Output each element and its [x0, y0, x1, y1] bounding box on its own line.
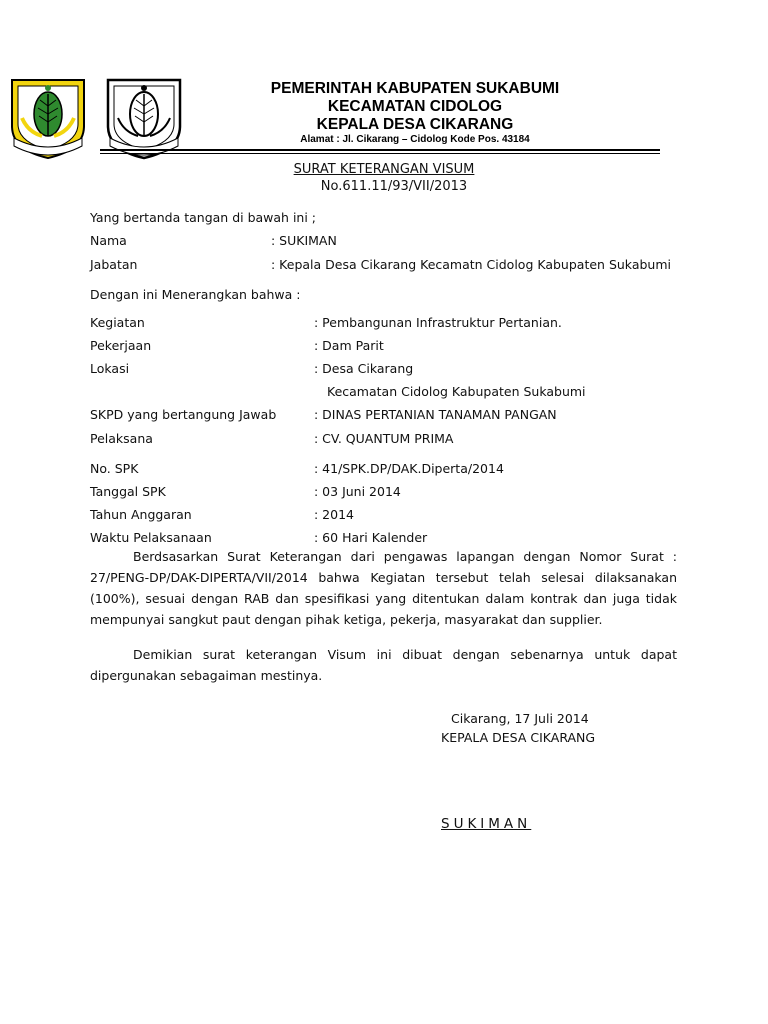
detail-value: : DINAS PERTANIAN TANAMAN PANGAN [314, 407, 557, 422]
detail-value: : Dam Parit [314, 338, 384, 353]
signer-value: : Kepala Desa Cikarang Kecamatn Cidolog Kabupaten Sukabumi [271, 257, 671, 272]
detail-value-continued: Kecamatan Cidolog Kabupaten Sukabumi [327, 384, 586, 399]
signer-value: : SUKIMAN [271, 233, 337, 248]
detail-value: : 41/SPK.DP/DAK.Diperta/2014 [314, 461, 504, 476]
detail-value: : Desa Cikarang [314, 361, 414, 376]
detail-label: Waktu Pelaksanaan [90, 530, 212, 545]
detail-label: SKPD yang bertangung Jawab [90, 407, 277, 422]
detail-value: : 60 Hari Kalender [314, 530, 428, 545]
signatory-name: SUKIMAN [441, 816, 532, 832]
detail-label: Pelaksana [90, 431, 153, 446]
statement-text: Dengan ini Menerangkan bahwa : [90, 287, 301, 302]
closing-paragraph: Demikian surat keterangan Visum ini dibuat dengan sebenarnya untuk dapat dipergunakan sebagaiman mestinya. [90, 647, 677, 683]
signature-place-date: Cikarang, 17 Juli 2014 [451, 711, 589, 726]
letterhead-rule-thin [100, 153, 660, 154]
detail-value: : CV. QUANTUM PRIMA [314, 431, 454, 446]
detail-label: Tanggal SPK [90, 484, 166, 499]
detail-label: No. SPK [90, 461, 139, 476]
detail-label: Kegiatan [90, 315, 145, 330]
detail-label: Lokasi [90, 361, 130, 376]
detail-value: : 2014 [314, 507, 354, 522]
signature-position: KEPALA DESA CIKARANG [441, 730, 596, 745]
detail-label: Tahun Anggaran [90, 507, 192, 522]
signer-label: Jabatan [90, 257, 138, 272]
regency-emblem-bw [104, 76, 184, 160]
body-paragraph: Berdsasarkan Surat Keterangan dari pengawas lapangan dengan Nomor Surat : 27/PENG-DP/DAK-DIPERTA/VII/2014 bahwa Kegiatan tersebut telah selesai dilaksanakan (100%), sesuai dengan RAB dan spesifikasi yang ditentukan dalam kontrak dan juga tidak mempunyai sangkut paut dengan pihak ketiga, pekerja, masyarakat dan supplier. [90, 549, 677, 627]
detail-value: : Pembangunan Infrastruktur Pertanian. [314, 315, 562, 330]
detail-value: : 03 Juni 2014 [314, 484, 401, 499]
intro-text: Yang bertanda tangan di bawah ini ; [90, 210, 317, 225]
signer-label: Nama [90, 233, 127, 248]
letterhead-district: KECAMATAN CIDOLOG [327, 98, 503, 115]
regency-emblem-color [8, 76, 88, 160]
letterhead-government: PEMERINTAH KABUPATEN SUKABUMI [270, 80, 560, 97]
letterhead-village-head: KEPALA DESA CIKARANG [316, 116, 514, 133]
detail-label: Pekerjaan [90, 338, 152, 353]
letterhead-address: Alamat : Jl. Cikarang – Cidolog Kode Pos. 43184 [300, 134, 530, 145]
letter-title: SURAT KETERANGAN VISUM [293, 162, 475, 177]
letterhead-rule-thick [100, 149, 660, 151]
letter-number: No.611.11/93/VII/2013 [320, 179, 468, 194]
